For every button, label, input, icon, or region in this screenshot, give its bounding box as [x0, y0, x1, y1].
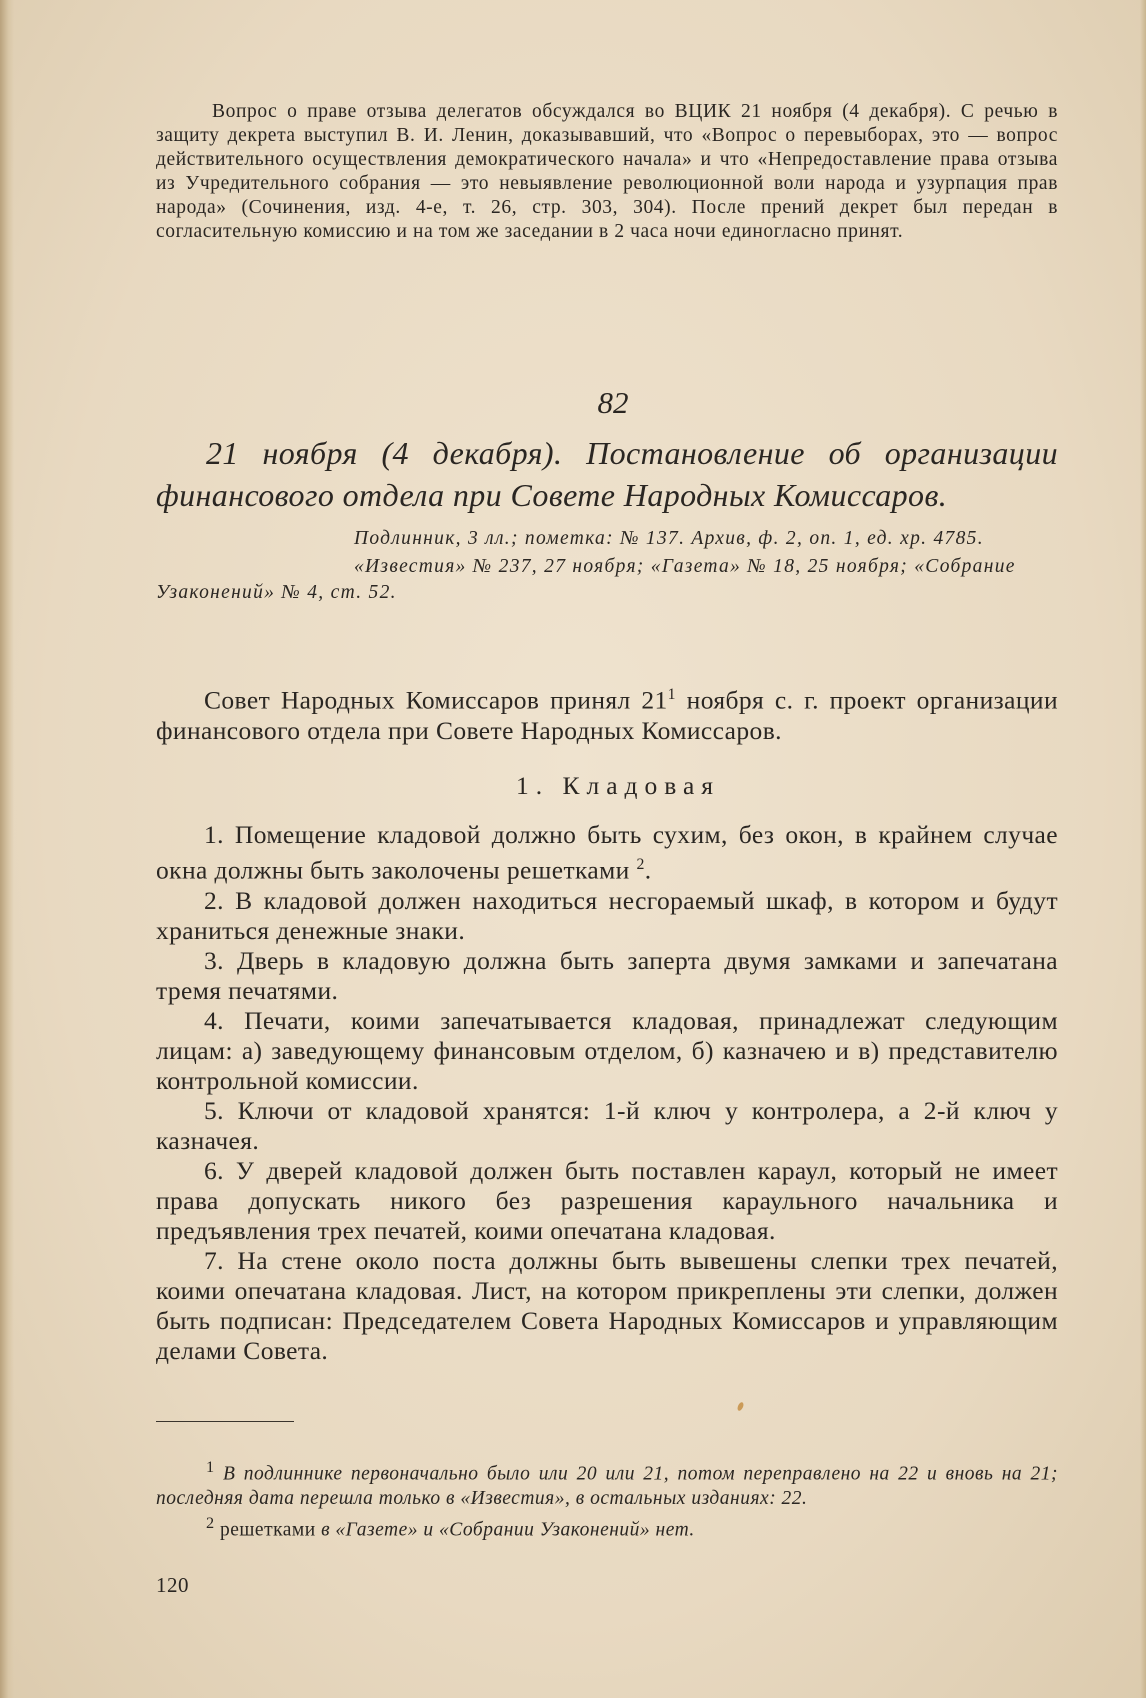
regulation-item: 7. На стене около поста должны быть вывешены слепки трех печатей, коими опечатана кладовая. Лист, на котором прикреплены эти слепки, должен быть подписан: Председателем Совета Народных Комиссаров и управляющим делами Совета. — [156, 1245, 1058, 1365]
ink-speck — [736, 1401, 744, 1411]
item-text: 1. Помещение кладовой должно быть сухим, без окон, в крайнем случае окна должны быть заколочены решетками — [156, 820, 1058, 885]
source-publications-line: «Известия» № 237, 27 ноября; «Газета» № 18, 25 ноября; «Собрание Узаконений» № 4, ст. 52. — [156, 556, 1016, 603]
page-number: 120 — [156, 1573, 189, 1597]
lead-text-end: ноября с. г. проект организации финансового отдела при Совете Народных Комиссаров. — [156, 685, 1058, 745]
footnote-divider — [156, 1421, 294, 1422]
document-number: 82 — [597, 385, 629, 420]
footnote-2-text: в «Газете» и «Собрании Узаконений» нет. — [321, 1519, 695, 1540]
regulation-items — [156, 820, 1058, 1366]
section-heading: 1. Кладовая — [515, 771, 721, 800]
intro-paragraph: Вопрос о праве отзыва делегатов обсуждался во ВЦИК 21 ноября (4 декабря). С речью в защиту декрета выступил В. И. Ленин, доказывавший, что «Вопрос о перевыборах, это — вопрос действительного осуществления демократического начала» и что «Непредоставление права отзыва из Учредительного собрания — это невыявление революционной воли народа и узурпация прав народа» (Сочинения, изд. 4-е, т. 26, стр. 303, 304). После прений декрет был передан в согласительную комиссию и на том же заседании в 2 часа ночи единогласно принят. — [156, 101, 1058, 242]
item-tail: . — [644, 855, 652, 885]
regulation-item — [156, 820, 1058, 886]
footnotes — [156, 1455, 1058, 1542]
document-title: 21 ноября (4 декабря). Постановление об организации финансового отдела при Совете Народных Комиссаров. — [156, 435, 1058, 513]
regulation-item: 3. Дверь в кладовую должна быть заперта двумя замками и запечатана тремя печатями. — [156, 945, 1058, 1005]
regulation-item: 2. В кладовой должен находиться несгораемый шкаф, в котором и будут храниться денежные знаки. — [156, 885, 1058, 945]
footnote-ref-2: 2 — [636, 856, 645, 873]
footnote-2 — [156, 1511, 1058, 1543]
regulation-item: 4. Печати, коими запечатывается кладовая, принадлежат следующим лицам: а) заведующему финансовым отделом, б) казначею и в) представителю контрольной комиссии. — [156, 1005, 1058, 1095]
footnote-1-text: В подлиннике первоначально было или 20 или 21, потом переправлено на 22 и вновь на 21; последняя дата перешла только в «Известия», в остальных изданиях: 22. — [156, 1463, 1058, 1509]
footnote-ref-1: 1 — [667, 686, 676, 703]
footnote-1-mark: 1 — [206, 1458, 215, 1476]
lead-text-start: Совет Народных Комиссаров принял 21 — [204, 685, 668, 715]
footnote-1 — [156, 1455, 1058, 1511]
footnote-2-word: решетками — [220, 1519, 316, 1540]
lead-paragraph — [156, 680, 1058, 746]
footnote-2-mark: 2 — [206, 1513, 215, 1532]
regulation-item: 6. У дверей кладовой должен быть поставлен караул, который не имеет права допускать никого без разрешения караульного начальника и предъявления трех печатей, коими опечатана кладовая. — [156, 1155, 1058, 1245]
regulation-item: 5. Ключи от кладовой хранятся: 1-й ключ у контролера, а 2-й ключ у казначея. — [156, 1095, 1058, 1155]
page-edge-shadow — [1140, 0, 1146, 1698]
page-binding-shadow — [0, 0, 14, 1698]
source-archive-line: Подлинник, 3 лл.; пометка: № 137. Архив, ф. 2, оп. 1, ед. хр. 4785. — [354, 528, 984, 549]
source-references — [156, 526, 1058, 606]
